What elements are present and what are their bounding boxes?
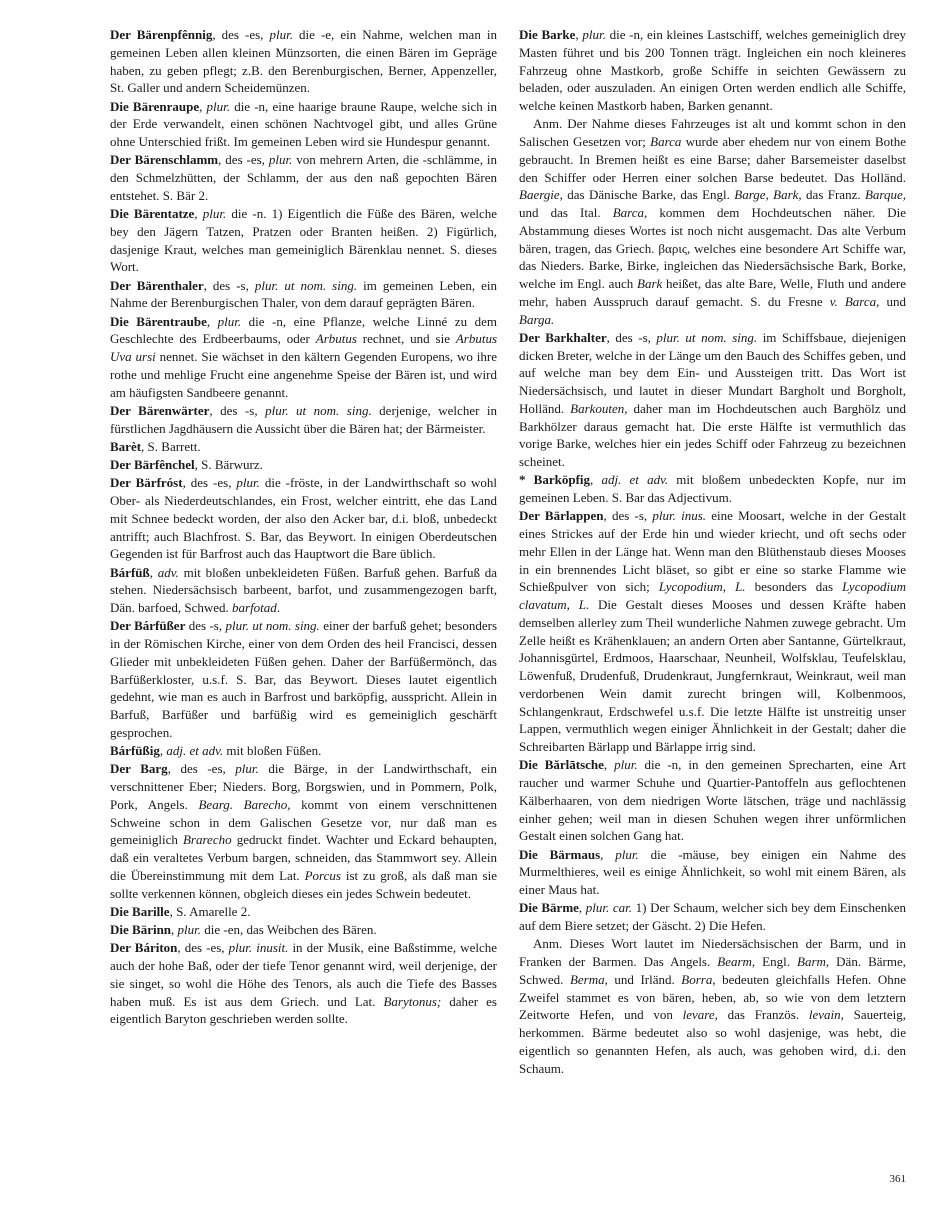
entry-definition: , plur. die -en, das Weibchen des Bären.: [171, 922, 377, 937]
dictionary-entry: [110, 402, 497, 438]
headword: Der Bárfüßer: [110, 618, 186, 634]
dictionary-entry: [110, 151, 497, 204]
dictionary-entry: [110, 564, 497, 617]
dictionary-entry: [519, 507, 906, 756]
headword: Der Bärenthaler: [110, 277, 204, 293]
headword: Die Bärentatze: [110, 206, 195, 221]
dictionary-entry: [519, 846, 906, 899]
dictionary-entry: [519, 329, 906, 471]
entry-definition: , des -es, plur. die Bärge, in der Landwirthschaft, ein verschnittener Eber; Nieders. Borg, Borgswien, und in Pommern, Polk, Pork, Angels. Bearg. Barecho, kommt von einem verschnittenen Schweine schon in dem Galischen Gesetze vor, nur daß man es gemeiniglich Brarecho gedruckt findet. Wachter und Eckard behaupten, daß ein veraltetes Verbum bargen, schneiden, das Stammwort sey. Allein die Übereinstimmung mit dem Lat. Porcus ist zu groß, als daß man sie sollte verkennen können, obgleich dieses ein jedes Schwein bedeutet.: [110, 761, 498, 901]
entry-definition: , des -es, plur. von mehrern Arten, die -schlämme, in den Schmelzhütten, der Schlamm, der aus den naß gepochten Bären entstehet. S. Bär 2.: [110, 152, 497, 203]
left-column: [110, 26, 497, 1029]
headword: Der Bärenpfênnig: [110, 27, 213, 42]
dictionary-entry: [110, 313, 497, 402]
dictionary-entry: [519, 471, 906, 507]
entry-definition: , plur. die -n, in den gemeinen Sprecharten, eine Art raucher und warmer Schuhe und Quartier-Pantoffeln aus geflochtenen Kälberhaaren, von dem niedrigen Worte lätschen, träge und nachlässig einher gehen; weil man in diesen Schuhen wegen ihrer unförmlichen Gestalt einen solchen Gang hat.: [519, 757, 907, 844]
entry-definition: , plur. die -n, eine Pflanze, welche Linné zu dem Geschlechte des Erdbeerbaums, oder Arbutus rechnet, und sie Arbutus Uva ursi nennet. Sie wächset in den kältern Gegenden Europens, wo ihre rothe und mehlige Frucht eine angenehme Speise der Bären ist, und wird am häufigsten Sandbeere genannt.: [110, 313, 497, 400]
headword: * Barköpfig: [519, 472, 591, 488]
entry-definition: , S. Bärwurz.: [194, 457, 263, 472]
headword: Die Bärmaus: [519, 846, 601, 862]
entry-definition: , des -es, plur. inusit. in der Musik, eine Baßstimme, welche auch der hohe Baß, oder der tiefe Tenor genannt wird, weil derjenige, der sie singet, so wohl die Höhe des Tenors, als auch die Tiefe des Basses haben muß. Es ist aus dem Griech. und Lat. Barytonus; daher es eigentlich Baryton geschrieben werden sollte.: [110, 940, 497, 1027]
entry-definition: Anm. Der Nahme dieses Fahrzeuges ist alt und kommt schon in den Salischen Gesetzen vor; Barca wurde aber ehedem nur von einem Bothe gebraucht. In Bremen heißt es eine Barse; daher Barsemeister daselbst den Schiffer oder Herren einer solchen Barse bedeutet. Das Holländ. Baergie, das Dänische Barke, das Engl. Barge, Bark, das Franz. Barque, und das Ital. Barca, kommen dem Hochdeutschen näher. Die Abstammung dieses Wortes ist noch nicht ausgemacht. Das alte Verbum bären, tragen, das Griech. βαρις, welches eine besondere Art Schiffe war, das Nieders. Barke, Birke, ingleichen das Niedersächsische Bark, Borke, welche im Engl. auch Bark heißet, das alte Bare, Welle, Fluth und andere mehr, haben Ausspruch darauf gemacht. S. du Fresne v. Barca, und Barga.: [519, 116, 907, 327]
entry-definition: , adj. et adv. mit bloßen Füßen.: [159, 743, 322, 758]
dictionary-entry: [110, 474, 497, 563]
entry-definition: Anm. Dieses Wort lautet im Niedersächsischen der Barm, und in Franken der Barmen. Das Angels. Bearm, Engl. Barm, Dän. Bärme, Schwed. Berma, und Irländ. Borra, bedeuten gleichfalls Hefen. Ohne Zweifel stammet es von bären, heben, ab, so wie von dem letztern Zeitworte Hefen, und von levare, das Französ. levain, Sauerteig, herkommen. Bärme bedeutet also so wohl dasjenige, was hebt, die eigentlich so genannten Hefen, als auch, was gehoben wird, d.i. den Schaum.: [519, 936, 906, 1076]
entry-definition: , plur. car. 1) Der Schaum, welcher sich bey dem Einschenken auf dem Biere setzet; der Gäscht. 2) Die Hefen.: [519, 900, 906, 933]
headword: Der Barg: [110, 761, 168, 777]
annotation-paragraph: [519, 115, 906, 328]
headword: Der Barkhalter: [519, 329, 607, 345]
entry-definition: , S. Amarelle 2.: [169, 903, 251, 919]
headword: Die Barke: [519, 27, 576, 42]
headword: Die Bärinn: [110, 922, 172, 937]
headword: Der Bärfênchel: [110, 457, 195, 472]
headword: Die Bärenraupe: [110, 98, 200, 114]
entry-definition: , plur. die -n. 1) Eigentlich die Füße des Bären, welche bey den Jägern Tatzen, Pratzen oder Branten heißen. 2) Figürlich, dasjenige Kraut, welches man gemeiniglich Bärenklau nennet. S. dieses Wort.: [110, 206, 497, 275]
dictionary-entry: [110, 760, 497, 902]
right-column: [519, 26, 906, 1078]
headword: Der Bärenwärter: [110, 402, 210, 418]
dictionary-entry: [110, 98, 497, 151]
entry-definition: , plur. die -n, eine haarige braune Raupe, welche sich in der Erde verwandelt, einen schönen Nachtvogel gibt, und alles Grüne ohne Unterschied frißt. Im gemeinen Leben wird sie Hundespur genannt.: [110, 98, 497, 149]
dictionary-entry: [110, 742, 497, 760]
headword: Die Bărlātsche: [519, 757, 604, 773]
dictionary-entry: [110, 617, 497, 741]
entry-definition: , adv. mit bloßen unbekleideten Füßen. Barfuß gehen. Barfuß da stehen. Niedersächsisch barbeent, barfot, und zusammengezogen barft, Dän. barfoed, Schwed. barfotad.: [110, 564, 497, 615]
dictionary-entry: [519, 899, 906, 935]
headword: Die Barille: [110, 903, 170, 919]
entry-definition: , des -s, plur. ut nom. sing. im Schiffsbaue, diejenigen dicken Breter, welche in der Länge um den Bauch des Schiffes geben, und auf welche man bey dem Ein- und Aussteigen tritt. Das Wort ist Niedersächsisch, und lautet in dieser Mundart Bargholt und Borgholt, Holländ. Barkouten, daher man im Hochdeutschen auch Barghölz und Barkhölzer daraus gemacht hat. Die erste Hälfte ist vermuthlich das vorige Barke, welches hier ein jedes Schiff oder Fahrzeug zu bezeichnen scheinet.: [519, 329, 907, 469]
entry-definition: des -s, plur. ut nom. sing. einer der barfuß gehet; besonders in der Römischen Kirche, einer von dem Orden des heil Francisci, dessen Glieder mit unbekleideten Füßen gehen. Daher der Barfüßermönch, das Barfüßerkloster, u.s.f. S. Bar, das Beywort. Dieses lautet eigentlich gedehnt, wie man es auch in Barfrost und barköpfig, ausspricht. Allein in Barfuß, Barfüßer und barfüßig wird es gemeiniglich geschärft gesprochen.: [110, 618, 498, 740]
dictionary-entry: [110, 26, 497, 97]
entry-definition: , des -es, plur. die -e, ein Nahme, welchen man in gemeinen Leben allen kleinen Münzsorten, die einen Bären im Gepräge haben, zu geben pflegt; z.B. den Berenburgischen, Berner, Appenzeller, St. Galler und andern Scheidemünzen.: [110, 27, 497, 96]
entry-definition: , adj. et adv. mit bloßem unbedeckten Kopfe, nur im gemeinen Leben. S. Bar das Adjectivum.: [519, 472, 907, 505]
headword: Bárfüß: [110, 564, 150, 580]
entry-definition: , des -s, plur. inus. eine Moosart, welche in der Gestalt eines Strickes auf der Erde hin und wieder kriecht, und oft sechs oder mehr Ellen in der Länge hat. Wenn man den Blüthenstaub dieses Mooses in ein brennendes Licht bläset, so gibt er eine so starke Flamme wie Schießpulver von sich; Lycopodium, L. besonders das Lycopodium clavatum, L. Die Gestalt dieses Mooses und dessen Kräfte haben demselben allerley zum Theil wunderliche Nahmen zuwege gebracht. Um Zelle heißt es Krähenklauen; an andern Orten aber Santanne, Gürtelkraut, Johannisgürtel, Erdmoos, Haarschaar, Neunheil, Wolfsklau, Teufelsklau, Löwenfuß, Drudenfuß, Drudenkraut, Jungfernkraut, Weinkraut, weil man verdorbenen Wein damit zurecht bringen will, Kolbenmoos, Schlangenkraut, Erdschwefel u.s.f. Die letzte Hälfte ist unstreitig unser Lappen, vermuthlich wegen einiger Ähnlichkeit in der Gestalt; daher die Schreibarten Bärlapp und Bärlappe irrig sind.: [519, 508, 906, 754]
entry-definition: , des -es, plur. die -fröste, in der Landwirthschaft so wohl Ober- als Niederdeutschlandes, ein Frost, welcher eintritt, ehe das Land mit Schnee bedeckt worden, der also den Acker bar, d.i. bloß, unbedeckt antrifft; auch Blachfrost. S. Bar, das Beywort. In einigen Oberdeutschen Gegenden ist für Barfrost auch das Hauptwort die Bare üblich.: [110, 475, 498, 562]
dictionary-entry: [110, 456, 497, 474]
headword: Die Bärme: [519, 900, 579, 916]
headword: Die Bärentraube: [110, 313, 207, 329]
dictionary-entry: [110, 921, 497, 939]
entry-definition: , des -s, plur. ut nom. sing. derjenige, welcher in fürstlichen Jagdhäusern die Aussicht über die Bären hat; der Bärmeister.: [110, 402, 498, 436]
headword: Der Bärfróst: [110, 475, 183, 491]
entry-definition: , plur. die -n, ein kleines Lastschiff, welches gemeiniglich drey Masten führet und bis 200 Tonnen trägt. Ingleichen ein noch kleineres Fahrzeug ohne Mastkorb, große Schiffe in seichten Gewässern zu beladen, oder auszuladen. An einigen Orten werden endlich alle Schiffe, welche keinen Mastkorb haben, Barken genannt.: [519, 27, 907, 113]
entry-definition: , des -s, plur. ut nom. sing. im gemeinen Leben, ein Nahme der Berenburgischen Thaler, von dem darauf geprägten Bären.: [110, 277, 497, 311]
page-number: 361: [889, 1173, 906, 1185]
dictionary-entry: [110, 939, 497, 1028]
headword: Der Bärenschlamm: [110, 152, 219, 168]
annotation-paragraph: [519, 935, 906, 1077]
headword: Der Báriton: [110, 940, 178, 956]
entry-definition: , plur. die -mäuse, bey einigen ein Nahme des Murmelthieres, weil es einige Ähnlichkeit, so wohl mit einem Bären, als einer Maus hat.: [519, 846, 906, 897]
dictionary-entry: [110, 205, 497, 276]
dictionary-entry: [110, 903, 497, 921]
dictionary-entry: [519, 26, 906, 115]
headword: Barèt: [110, 438, 142, 454]
headword: Bárfüßig: [110, 743, 160, 758]
entry-definition: , S. Barrett.: [141, 438, 201, 454]
dictionary-entry: [519, 756, 906, 845]
dictionary-entry: [110, 277, 497, 313]
dictionary-entry: [110, 438, 497, 456]
headword: Der Bärlappen: [519, 508, 604, 524]
